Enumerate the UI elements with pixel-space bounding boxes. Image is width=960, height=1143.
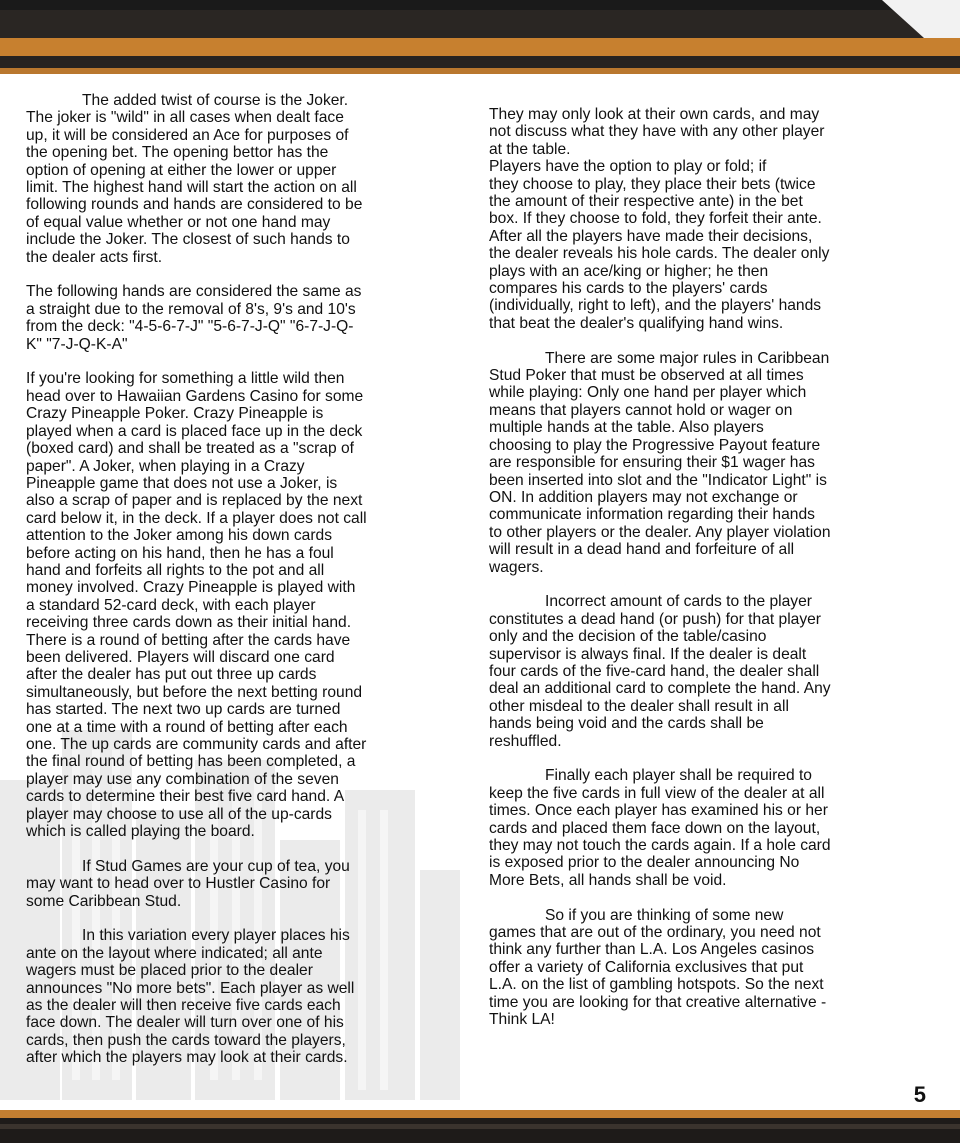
- paragraph-joker-twist: The added twist of course is the Joker. The joker is "wild" in all cases when dealt face up, it will be considered an Ace for purposes of the opening bet. The opening bettor has the option of opening at either the lower or upper limit. The highest hand will start the action on all following rounds and hands are considered to be of equal value whether or not one hand may include the Joker. The closest of such hands to the dealer acts first.: [26, 92, 363, 266]
- right-column: [489, 106, 927, 1046]
- paragraph-ante-variation: In this variation every player places his ante on the layout where indicated; all ante wagers must be placed prior to the dealer announces "No more bets". Each player as well as the dealer will then receive five cards each face down. The dealer will turn over one of his cards, then push the cards toward the players, after which the players may look at their cards.: [26, 927, 355, 1067]
- paragraph-crazy-pineapple: If you're looking for something a little wild then head over to Hawaiian Gardens Casino for some Crazy Pineapple Poker. Crazy Pineapple is played when a card is placed face up in the deck (boxed card) and shall be treated as a "scrap of paper". A Joker, when playing in a Crazy Pineapple game that does not use a Joker, is also a scrap of paper and is replaced by the next card below it, in the deck. If a player does not call attention to the Joker among his down cards before acting on his hand, then he has a foul hand and forfeits all rights to the pot and all money involved. Crazy Pineapple is played with a standard 52-card deck, with each player receiving three cards down as their initial hand. There is a round of betting after the cards have been delivered. Players will discard one card after the dealer has put out three up cards simultaneously, but before the next betting round has started. The next two up cards are turned one at a time with a round of betting after each one. The up cards are community cards and after the final round of betting has been completed, a player may use any combination of the seven cards to determine their best five card hand. A player may choose to use all of the up-cards which is called playing the board.: [26, 370, 367, 841]
- paragraph-play-or-fold: They may only look at their own cards, and may not discuss what they have with any other player at the table. Players have the option to play or fold; if they choose to play, they place their bets (twice the amount of their respective ante) in the bet box. If they choose to fold, they forfeit their ante. After all the players have made their decisions, the dealer reveals his hole cards. The dealer only plays with an ace/king or higher; he then compares his cards to the players' cards (individually, right to left), and the players' hands that beat the dealer's qualifying hand wins.: [489, 106, 830, 332]
- page-number: 5: [913, 1082, 926, 1107]
- bottom-banner: [0, 1110, 960, 1143]
- top-banner: [0, 0, 960, 80]
- left-column: [26, 92, 466, 1084]
- paragraph-incorrect-cards: Incorrect amount of cards to the player constitutes a dead hand (or push) for that player only and the decision of the table/casino supervisor is always final. If the dealer is dealt four cards of the five-card hand, the dealer shall deal an additional card to complete the hand. Any other misdeal to the dealer shall result in all hands being void and the cards shall be reshuffled.: [489, 593, 831, 750]
- paragraph-straight-hands: The following hands are considered the same as a straight due to the removal of 8's, 9's and 10's from the deck: "4-5-6-7-J" "5-6-7-J-Q" "6-7-J-Q- K" "7-J-Q-K-A": [26, 283, 362, 353]
- paragraph-major-rules: There are some major rules in Caribbean Stud Poker that must be observed at all times while playing: Only one hand per player which means that players cannot hold or wager on multiple hands at the table. Also players choosing to play the Progressive Payout feature are responsible for ensuring their $1 wager has been inserted into slot and the "Indicator Light" is ON. In addition players may not exchange or communicate information regarding their hands to other players or the dealer. Any player violation will result in a dead hand and forfeiture of all wagers.: [489, 349, 831, 576]
- paragraph-full-view: Finally each player shall be required to keep the five cards in full view of the dealer at all times. Once each player has examined his or her cards and placed them face down on the layout, they may not touch the cards again. If a hole card is exposed prior to the dealer announcing No More Bets, all hands shall be void.: [489, 767, 831, 889]
- paragraph-think-la: So if you are thinking of some new games that are out of the ordinary, you need not think any further than L.A. Los Angeles casinos offer a variety of California exclusives that put L.A. on the list of gambling hotspots. So the next time you are looking for that creative alternative - Think LA!: [489, 906, 827, 1029]
- paragraph-stud-games: If Stud Games are your cup of tea, you may want to head over to Hustler Casino for some Caribbean Stud.: [26, 857, 350, 910]
